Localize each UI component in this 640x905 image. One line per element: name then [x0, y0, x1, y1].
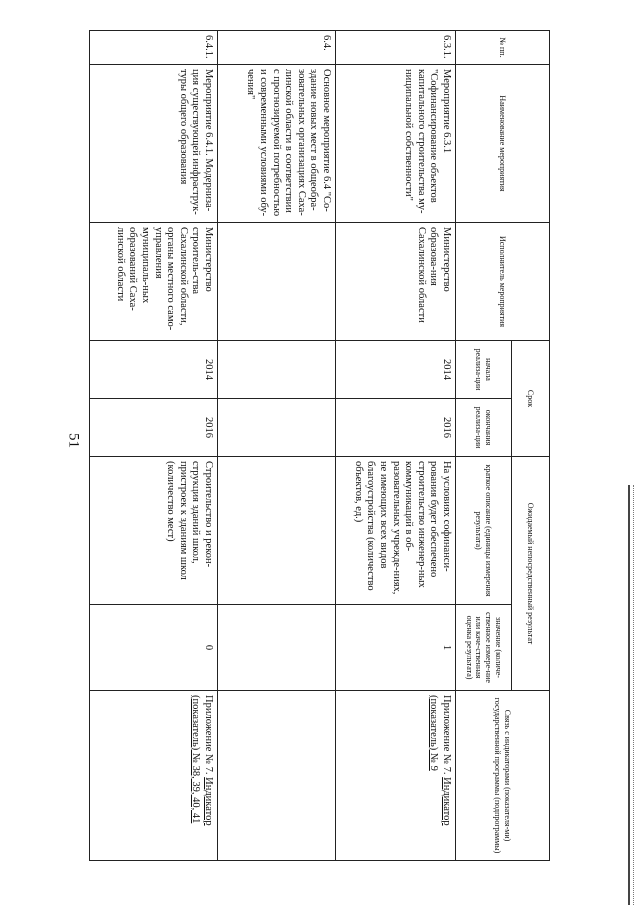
row-executor: Министерство строитель-ства Сахалинской области, органы местного само-управления муниципаль-ных образований Саха-линской области: [90, 223, 218, 341]
row-num: 6.4.1.: [90, 31, 218, 65]
row-link-prefix: Приложение № 7.: [441, 695, 452, 778]
row-end: [218, 399, 336, 457]
row-desc: Строительство и рекон-струкция зданий школ, пристроек к зданиям школ (количество мест): [90, 457, 218, 605]
row-start: [218, 341, 336, 399]
row-value: 0: [90, 605, 218, 691]
table-row: [218, 31, 336, 861]
row-value: 1: [336, 605, 456, 691]
row-num: 6.3.1.: [336, 31, 456, 65]
indicator-link[interactable]: Индикатор (показатель) № 9: [428, 695, 452, 826]
row-name: Мероприятие 6.4.1. Модерниза-ция существующей инфраструк-туры общего образования: [90, 65, 218, 223]
row-start: 2014: [336, 341, 456, 399]
row-num: 6.4.: [218, 31, 336, 65]
table-rotated-wrapper: [90, 30, 550, 860]
row-link: [218, 691, 336, 861]
header-num: № пп.: [456, 31, 550, 65]
header-expected-value: значение (количе-ственное измере-ние или каче-ственная оценка результата): [456, 605, 512, 691]
header-expected: Ожидаемый непосредственный результат: [512, 457, 550, 691]
header-expected-desc: краткое описание (единицы измерения результата): [456, 457, 512, 605]
row-link: [336, 691, 456, 861]
header-link: Связь с индикаторами (показателя-ми) государственной программы (подпрограммы): [456, 691, 550, 861]
row-link-prefix: Приложение № 7.: [203, 695, 214, 778]
row-value: [218, 605, 336, 691]
measures-table: [89, 30, 550, 861]
row-start: 2014: [90, 341, 218, 399]
row-executor: Министерство образова-ния Сахалинской области: [336, 223, 456, 341]
binding-edge-mark: [628, 485, 634, 905]
row-end: 2016: [90, 399, 218, 457]
row-desc: На условиях софинанси-рования будет обеспечено строительство инженер-ных коммуникаций в об-разовательных учрежде-ниях, не имеющих всех видов благоустройства (количество объектов, ед.): [336, 457, 456, 605]
indicator-link[interactable]: Индикатор (показатель) № 38, 39, 40, 41: [190, 695, 214, 826]
row-executor: [218, 223, 336, 341]
header-name: Наименование мероприятия: [456, 65, 550, 223]
row-link: [90, 691, 218, 861]
table-row: [90, 31, 218, 861]
page-number: 51: [65, 433, 82, 448]
header-executor: Исполнитель мероприятия: [456, 223, 550, 341]
row-end: 2016: [336, 399, 456, 457]
header-term-start: начала реализа-ции: [456, 341, 512, 399]
row-name: Основное мероприятие 6.4 "Со-здание новых мест в общеобра-зовательных организациях Саха-линской области в соответствии с прогнозируемой потребностью и современными условиями обу-чения": [218, 65, 336, 223]
table-row: [336, 31, 456, 861]
header-term: Срок: [512, 341, 550, 457]
row-name: Мероприятие 6.3.1 "Софинансирование объектов капитального строительства му-ниципальной собственности": [336, 65, 456, 223]
header-term-end: окончания реализа-ции: [456, 399, 512, 457]
row-desc: [218, 457, 336, 605]
